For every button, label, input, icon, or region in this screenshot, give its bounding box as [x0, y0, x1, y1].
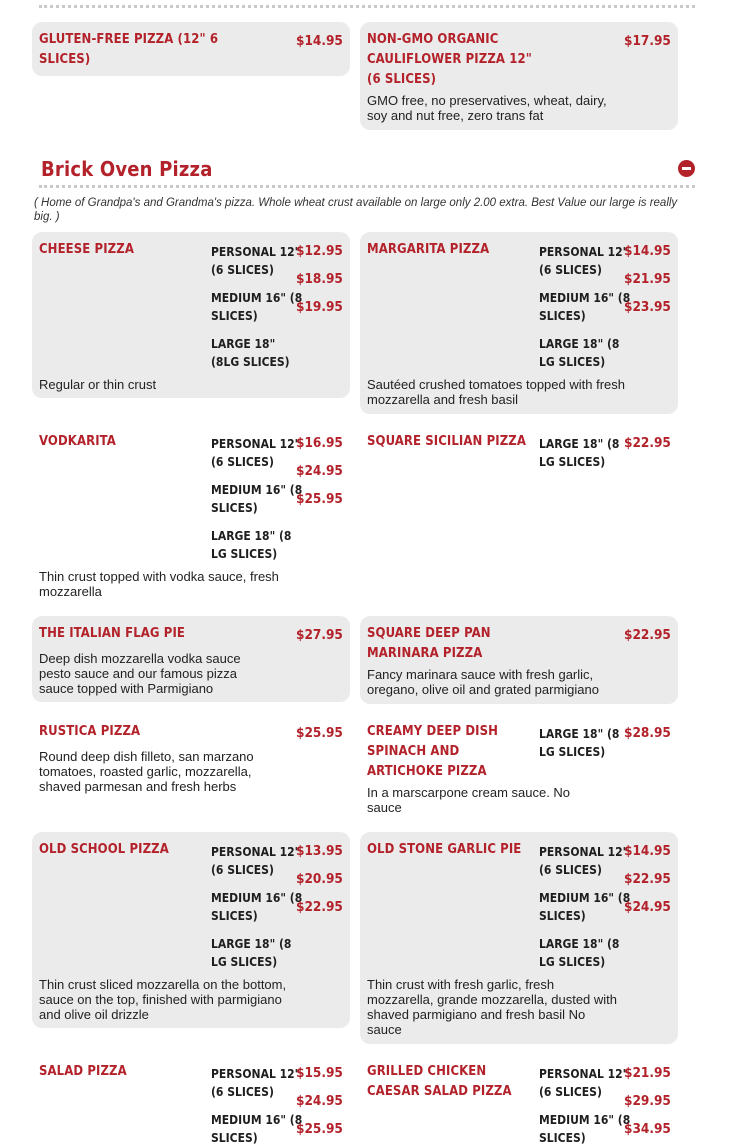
size-price: $14.95: [624, 843, 671, 859]
menu-item-italian-flag-pie[interactable]: [32, 616, 350, 702]
menu-item-cauliflower[interactable]: [360, 22, 678, 130]
size-label: LARGE 18" (8 LG SLICES): [211, 937, 292, 969]
size-price: $15.95: [296, 1065, 343, 1081]
item-price: $25.95: [296, 725, 343, 741]
menu-item-old-stone-garlic-pie[interactable]: [360, 832, 678, 1044]
size-price: $21.95: [624, 271, 671, 287]
item-price: $22.95: [624, 627, 671, 643]
item-name: OLD SCHOOL PIZZA: [39, 842, 169, 857]
item-name: CREAMY DEEP DISH SPINACH AND ARTICHOKE PIZZA: [367, 724, 499, 779]
menu-item-rustica-pizza[interactable]: [32, 714, 350, 800]
item-name: MARGARITA PIZZA: [367, 242, 490, 257]
size-price: $29.95: [624, 1093, 671, 1109]
menu-item-salad-pizza[interactable]: [32, 1054, 350, 1145]
size-price: $24.95: [296, 1093, 343, 1109]
size-price: $28.95: [624, 725, 671, 741]
item-name: VODKARITA: [39, 434, 116, 449]
size-label: LARGE 18" (8 LG SLICES): [539, 337, 620, 369]
menu-item-margarita-pizza[interactable]: [360, 232, 678, 414]
size-price: $14.95: [624, 243, 671, 259]
item-description: Sautéed crushed tomatoes topped with fresh mozzarella and fresh basil: [367, 377, 625, 407]
size-label: LARGE 18" (8 LG SLICES): [539, 937, 620, 969]
item-name: NON-GMO ORGANIC CAULIFLOWER PIZZA 12" (6 SLICES): [367, 32, 532, 87]
size-price: $20.95: [296, 871, 343, 887]
item-price: $27.95: [296, 627, 343, 643]
size-label: PERSONAL 12" (6 SLICES): [539, 1067, 629, 1099]
size-price: $21.95: [624, 1065, 671, 1081]
menu-item-square-sicilian[interactable]: [360, 424, 678, 484]
item-description: Deep dish mozzarella vodka sauce pesto sauce and our famous pizza sauce topped with Parmigiano: [39, 651, 241, 696]
section-divider: [39, 5, 695, 8]
section-divider: [39, 185, 695, 188]
size-label: LARGE 18" (8 LG SLICES): [539, 437, 620, 469]
size-price: $16.95: [296, 435, 343, 451]
item-description: Thin crust topped with vodka sauce, fresh mozzarella: [39, 569, 279, 599]
item-name: OLD STONE GARLIC PIE: [367, 842, 522, 857]
size-label: MEDIUM 16" (8 SLICES): [211, 1113, 303, 1145]
menu-item-gluten-free[interactable]: [32, 22, 350, 76]
menu-item-creamy-spinach-artichoke[interactable]: [360, 714, 678, 820]
size-label: MEDIUM 16" (8 SLICES): [539, 291, 631, 323]
item-description: Regular or thin crust: [39, 377, 157, 392]
size-label: MEDIUM 16" (8 SLICES): [211, 291, 303, 323]
size-label: LARGE 18" (8LG SLICES): [211, 337, 290, 369]
item-name: THE ITALIAN FLAG PIE: [39, 626, 185, 641]
item-name: CHEESE PIZZA: [39, 242, 134, 257]
size-price: $12.95: [296, 243, 343, 259]
size-price: $25.95: [296, 1121, 343, 1137]
item-description: In a marscarpone cream sauce. No sauce: [367, 785, 571, 815]
size-price: $22.95: [624, 435, 671, 451]
section-note: ( Home of Grandpa's and Grandma's pizza. Whole wheat crust available on large only 2.00 extra. Best Value our large is really big. ): [34, 197, 678, 223]
size-price: $22.95: [624, 871, 671, 887]
minus-circle-icon[interactable]: [678, 160, 695, 177]
item-name: SQUARE DEEP PAN MARINARA PIZZA: [367, 626, 491, 661]
section-title: Brick Oven Pizza: [41, 157, 213, 181]
size-price: $24.95: [296, 463, 343, 479]
size-label: MEDIUM 16" (8 SLICES): [539, 1113, 631, 1145]
item-price: $14.95: [296, 33, 343, 49]
item-description: Thin crust sliced mozzarella on the bottom, sauce on the top, finished with parmigiano and olive oil drizzle: [39, 977, 287, 1022]
item-name: RUSTICA PIZZA: [39, 724, 141, 739]
size-price: $19.95: [296, 299, 343, 315]
menu-item-vodkarita[interactable]: [32, 424, 350, 604]
size-label: LARGE 18" (8 LG SLICES): [539, 727, 620, 759]
item-price: $17.95: [624, 33, 671, 49]
size-price: $23.95: [624, 299, 671, 315]
size-label: MEDIUM 16" (8 SLICES): [211, 483, 303, 515]
size-label: LARGE 18" (8 LG SLICES): [211, 529, 292, 561]
size-price: $18.95: [296, 271, 343, 287]
size-price: $13.95: [296, 843, 343, 859]
size-label: MEDIUM 16" (8 SLICES): [539, 891, 631, 923]
size-price: $34.95: [624, 1121, 671, 1137]
menu-item-old-school-pizza[interactable]: [32, 832, 350, 1028]
size-label: MEDIUM 16" (8 SLICES): [211, 891, 303, 923]
size-price: $25.95: [296, 491, 343, 507]
size-label: PERSONAL 12" (6 SLICES): [211, 245, 301, 277]
menu-item-square-deep-pan-marinara[interactable]: [360, 616, 678, 704]
size-label: PERSONAL 12" (6 SLICES): [211, 1067, 301, 1099]
size-price: $22.95: [296, 899, 343, 915]
menu-item-grilled-chicken-caesar[interactable]: [360, 1054, 678, 1145]
size-label: PERSONAL 12" (6 SLICES): [211, 437, 301, 469]
item-description: Thin crust with fresh garlic, fresh mozzarella, grande mozzarella, dusted with shaved parmigiano and fresh basil No sauce: [367, 977, 618, 1037]
item-name: SALAD PIZZA: [39, 1064, 127, 1079]
menu-item-cheese-pizza[interactable]: [32, 232, 350, 398]
size-label: PERSONAL 12" (6 SLICES): [211, 845, 301, 877]
size-label: PERSONAL 12" (6 SLICES): [539, 845, 629, 877]
size-price: $24.95: [624, 899, 671, 915]
item-name: GRILLED CHICKEN CAESAR SALAD PIZZA: [367, 1064, 512, 1099]
size-label: PERSONAL 12" (6 SLICES): [539, 245, 629, 277]
item-name: SQUARE SICILIAN PIZZA: [367, 434, 527, 449]
item-description: GMO free, no preservatives, wheat, dairy, soy and nut free, zero trans fat: [367, 93, 607, 123]
item-description: Round deep dish filleto, san marzano tomatoes, roasted garlic, mozzarella, shaved parmesan and fresh herbs: [39, 749, 254, 794]
item-description: Fancy marinara sauce with fresh garlic, oregano, olive oil and grated parmigiano: [367, 667, 599, 697]
item-name: GLUTEN-FREE PIZZA (12" 6 SLICES): [39, 32, 219, 67]
